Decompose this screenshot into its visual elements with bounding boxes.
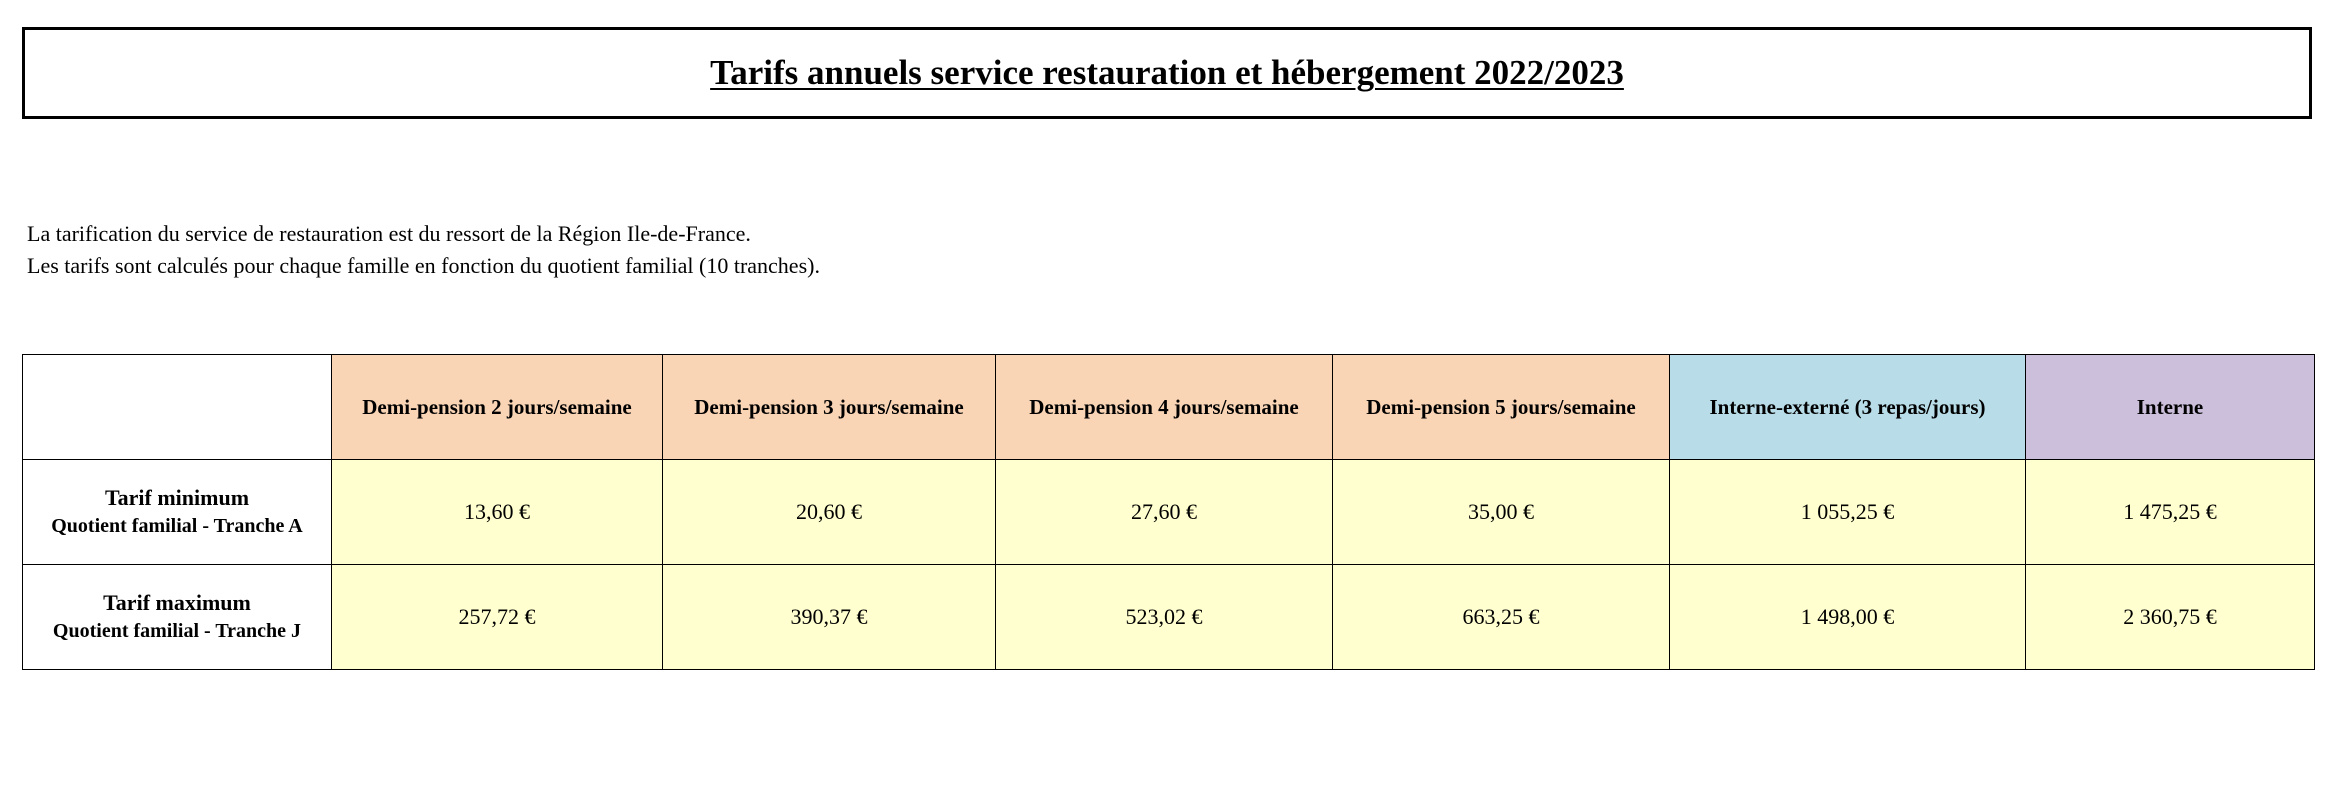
tarifs-table [22,354,2315,670]
table-cell: 523,02 € [996,565,1333,670]
table-cell: 2 360,75 € [2026,565,2315,670]
table-cell: 20,60 € [663,460,996,565]
page-title: Tarifs annuels service restauration et hébergement 2022/2023 [710,53,1624,92]
header-demi-pension-2: Demi-pension 2 jours/semaine [332,355,663,460]
table-corner-cell [23,355,332,460]
table-row-maximum [23,565,2315,670]
table-cell: 1 055,25 € [1670,460,2026,565]
row-label: Tarif maximum [103,590,251,615]
table-cell: 35,00 € [1333,460,1670,565]
row-sublabel: Quotient familial - Tranche A [51,515,303,537]
row-label: Tarif minimum [104,485,250,510]
row-sublabel: Quotient familial - Tranche J [52,620,302,642]
title-box [22,27,2312,119]
header-demi-pension-5: Demi-pension 5 jours/semaine [1333,355,1670,460]
table-cell: 390,37 € [663,565,996,670]
row-head-maximum [23,565,332,670]
table-cell: 27,60 € [996,460,1333,565]
table-cell: 663,25 € [1333,565,1670,670]
table-cell: 1 498,00 € [1670,565,2026,670]
table-cell: 13,60 € [332,460,663,565]
header-interne-externe: Interne-externé (3 repas/jours) [1670,355,2026,460]
row-head-minimum [23,460,332,565]
table-header-row [23,355,2315,460]
header-demi-pension-3: Demi-pension 3 jours/semaine [663,355,996,460]
table-cell: 1 475,25 € [2026,460,2315,565]
intro-line-2: Les tarifs sont calculés pour chaque famille en fonction du quotient familial (10 tranches). [27,253,820,278]
intro-text [27,218,820,282]
header-demi-pension-4: Demi-pension 4 jours/semaine [996,355,1333,460]
header-interne: Interne [2026,355,2315,460]
intro-line-1: La tarification du service de restauration est du ressort de la Région Ile-de-France. [27,221,751,246]
table-row-minimum [23,460,2315,565]
table-cell: 257,72 € [332,565,663,670]
